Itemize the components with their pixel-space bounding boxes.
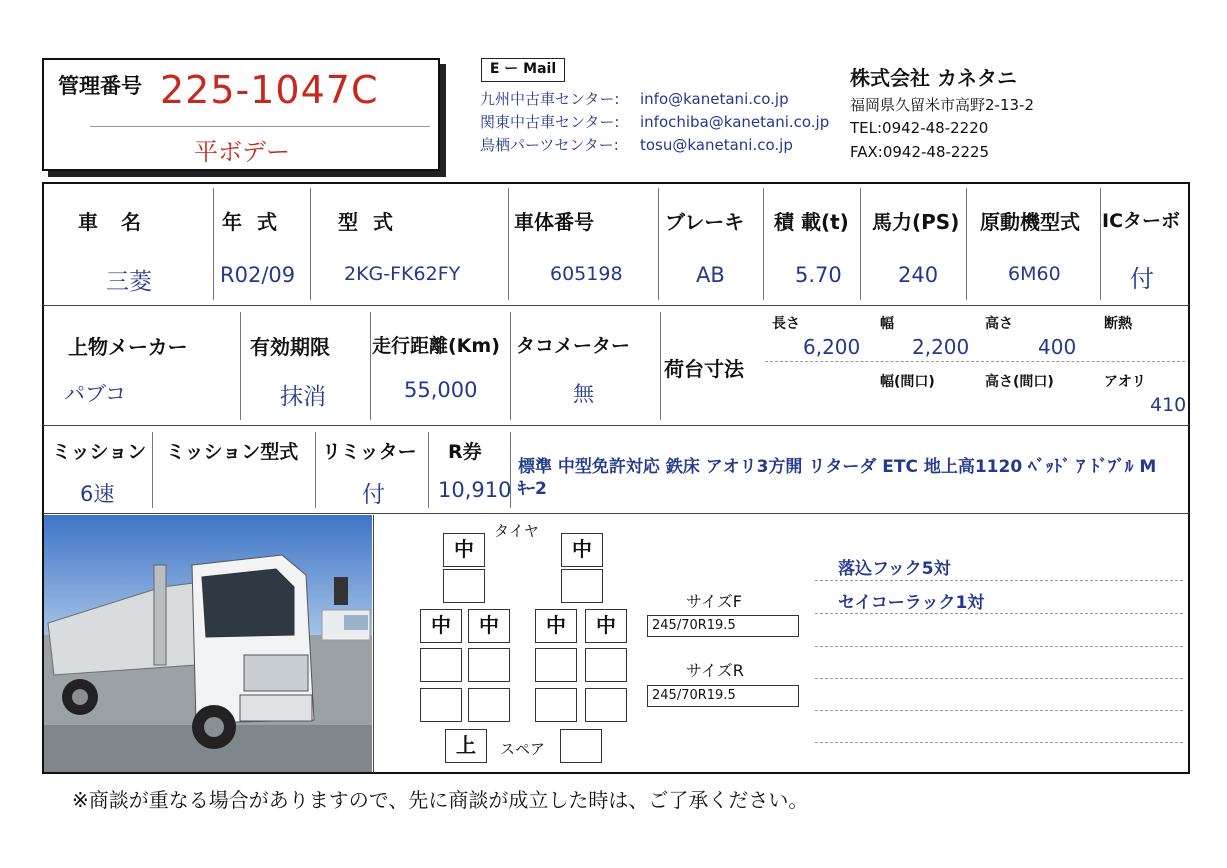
tire-rear-empty	[468, 648, 510, 682]
value-transmission: 6速	[80, 482, 115, 506]
mgmt-box	[42, 58, 440, 171]
header-mileage: 走行距離(Km)	[372, 335, 500, 357]
equipment-item: 落込フック5対	[838, 559, 951, 579]
value-model: 2KG-FK62FY	[344, 263, 461, 285]
header-engine-model: 原動機型式	[980, 210, 1080, 234]
size-f-label: サイズF	[686, 592, 742, 611]
value-engine-model: 6M60	[1008, 263, 1061, 285]
value-car-name: 三菱	[106, 269, 152, 295]
email-badge: E ー Mail	[481, 58, 565, 82]
cargo-insulation-label: 断熱	[1104, 316, 1132, 332]
value-expiry: 抹消	[280, 384, 326, 410]
col-divider	[660, 312, 661, 420]
header-ic-turbo: ICターボ	[1102, 210, 1181, 232]
col-divider	[370, 312, 371, 420]
company-name: 株式会社 カネタニ	[850, 66, 1017, 90]
cargo-width: 2,200	[912, 335, 970, 359]
value-brake: AB	[696, 263, 725, 287]
email-center-kyushu: 九州中古車センター:	[480, 90, 620, 108]
col-divider	[658, 188, 659, 300]
header-year: 年 式	[222, 210, 281, 234]
tire-rear-4: 中	[585, 609, 627, 643]
header-chassis-no: 車体番号	[514, 210, 594, 234]
truck-photo	[44, 515, 372, 772]
tire-front-right-empty	[561, 569, 603, 603]
tire-rear-empty	[535, 688, 577, 722]
header-limiter: リミッター	[322, 441, 417, 463]
tire-spare: 上	[445, 729, 487, 763]
header-transmission-model: ミッション型式	[166, 441, 299, 463]
email-address-kanto[interactable]: infochiba@kanetani.co.jp	[640, 113, 830, 131]
col-divider	[213, 188, 214, 300]
col-divider	[510, 312, 511, 420]
header-car-name: 車 名	[78, 210, 149, 234]
cargo-length: 6,200	[803, 335, 861, 359]
cargo-width-opening-label: 幅(間口)	[880, 374, 935, 390]
tire-rear-empty	[585, 688, 627, 722]
value-r-ticket: 10,910	[438, 478, 512, 502]
footer-notice: ※商談が重なる場合がありますので、先に商談が成立した時は、ご了承ください。	[72, 788, 809, 812]
col-divider	[310, 188, 311, 300]
value-tachometer: 無	[573, 382, 594, 406]
tire-front-left-empty	[443, 569, 485, 603]
value-ic-turbo: 付	[1130, 265, 1154, 293]
equipment-line	[815, 580, 1183, 581]
company-fax: FAX:0942-48-2225	[850, 143, 990, 161]
col-divider	[508, 188, 509, 300]
equipment-line	[815, 646, 1183, 647]
value-year: R02/09	[220, 263, 296, 287]
col-divider	[966, 188, 967, 300]
header-brake: ブレーキ	[665, 210, 745, 234]
col-divider	[428, 432, 429, 508]
tire-front-right: 中	[561, 533, 603, 567]
size-r-label: サイズR	[686, 661, 744, 680]
cargo-width-label: 幅	[880, 316, 894, 332]
cargo-aori-label: アオリ	[1104, 374, 1146, 390]
header-horsepower: 馬力(PS)	[872, 210, 960, 234]
email-line	[480, 134, 793, 155]
col-divider	[860, 188, 861, 300]
header-load: 積 載(t)	[774, 210, 849, 234]
value-load: 5.70	[795, 263, 842, 287]
company-address: 福岡県久留米市高野2-13-2	[850, 96, 1034, 114]
col-divider	[315, 432, 316, 508]
row-divider	[43, 305, 1189, 306]
col-divider	[240, 312, 241, 420]
value-mileage: 55,000	[404, 378, 478, 402]
cargo-height: 400	[1038, 335, 1077, 359]
company-tel: TEL:0942-48-2220	[850, 119, 989, 137]
value-body-maker: パブコ	[64, 382, 126, 406]
body-type: 平ボデー	[194, 138, 290, 166]
value-limiter: 付	[362, 482, 385, 508]
truck-image	[44, 515, 372, 772]
mgmt-divider	[90, 126, 430, 127]
equipment-item: セイコーラック1対	[838, 593, 985, 613]
equipment-line	[815, 710, 1183, 711]
header-expiry: 有効期限	[250, 335, 330, 359]
mgmt-number: 225-1047C	[160, 68, 379, 112]
tire-rear-3: 中	[535, 609, 577, 643]
tire-rear-empty	[535, 648, 577, 682]
email-address-tosu[interactable]: tosu@kanetani.co.jp	[640, 136, 793, 154]
col-divider	[152, 432, 153, 508]
cargo-divider	[765, 361, 1185, 362]
size-r: 245/70R19.5	[647, 685, 799, 707]
tire-rear-empty	[468, 688, 510, 722]
value-chassis-no: 605198	[550, 263, 623, 285]
notes: 標準 中型免許対応 鉄床 アオリ3方開 リターダ ETC 地上高1120 ﾍﾞｯﾄﾞ ｱ ﾄﾞﾌﾞﾙ Mｷｰ2	[518, 457, 1157, 499]
tire-rear-empty	[420, 688, 462, 722]
row-divider	[43, 513, 1189, 514]
header-model: 型 式	[338, 210, 397, 234]
tire-front-left: 中	[443, 533, 485, 567]
spare-label: スペア	[500, 740, 546, 758]
header-tachometer: タコメーター	[516, 335, 631, 357]
tire-rear-empty	[585, 648, 627, 682]
cargo-length-label: 長さ	[772, 316, 800, 332]
header-transmission: ミッション	[52, 441, 147, 463]
col-divider	[763, 188, 764, 300]
mgmt-label: 管理番号	[58, 74, 142, 98]
email-center-kanto: 関東中古車センター:	[480, 113, 620, 131]
cargo-height-opening-label: 高さ(間口)	[985, 374, 1054, 390]
equipment-line	[815, 678, 1183, 679]
row-divider	[43, 425, 1189, 426]
header-body-maker: 上物メーカー	[68, 335, 188, 359]
email-line	[480, 88, 789, 109]
value-horsepower: 240	[898, 263, 939, 287]
cargo-aori: 410	[1150, 394, 1187, 416]
tire-spare-empty	[560, 729, 602, 763]
tire-rear-2: 中	[468, 609, 510, 643]
email-line	[480, 111, 829, 132]
size-f: 245/70R19.5	[647, 615, 799, 637]
cargo-title: 荷台寸法	[664, 357, 744, 381]
equipment-line	[815, 742, 1183, 743]
cargo-height-label: 高さ	[985, 316, 1013, 332]
email-address-kyushu[interactable]: info@kanetani.co.jp	[640, 90, 789, 108]
tire-rear-empty	[420, 648, 462, 682]
tire-title: タイヤ	[494, 522, 539, 540]
tire-rear-1: 中	[420, 609, 462, 643]
col-divider	[1100, 188, 1101, 300]
header-r-ticket: R券	[448, 441, 482, 463]
email-center-tosu: 鳥栖パーツセンター:	[480, 136, 619, 154]
equipment-line	[815, 613, 1183, 614]
photo-divider	[373, 515, 374, 773]
